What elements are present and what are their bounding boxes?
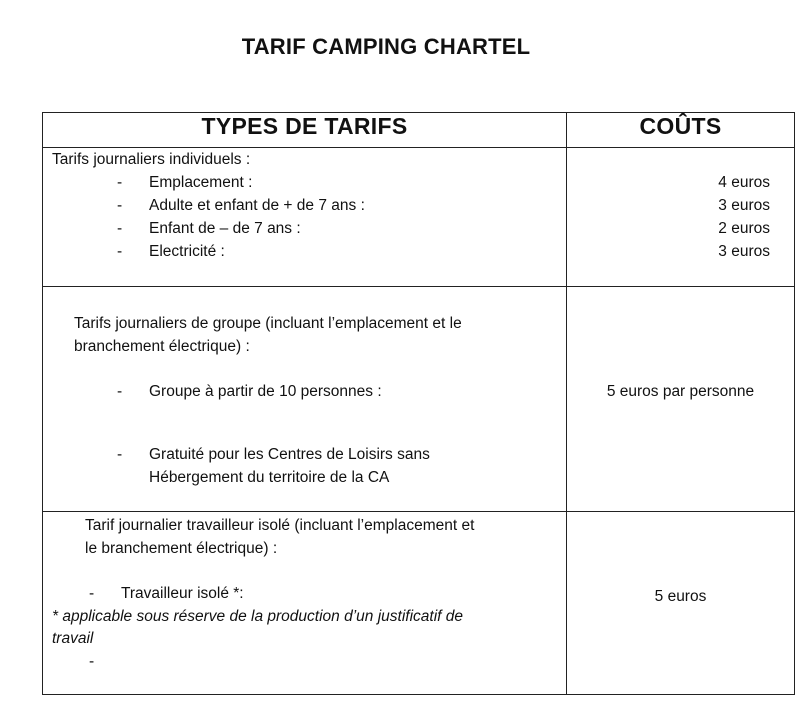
individual-item-label: Adulte et enfant de + de 7 ans : (149, 197, 365, 214)
group-item-label-line2: Hébergement du territoire de la CA (149, 469, 390, 486)
individual-item-label: Electricité : (149, 243, 225, 260)
worker-note-line1: * applicable sous réserve de la production d’un justificatif de (52, 608, 463, 625)
list-bullet: - (117, 174, 123, 191)
group-cost: 5 euros par personne (606, 383, 755, 400)
list-bullet: - (117, 220, 123, 237)
individual-item-cost: 3 euros (718, 197, 770, 214)
individual-item-label: Enfant de – de 7 ans : (149, 220, 301, 237)
worker-item-label: Travailleur isolé *: (121, 585, 244, 602)
individual-heading: Tarifs journaliers individuels : (52, 151, 251, 168)
worker-heading-line1: Tarif journalier travailleur isolé (incluant l’emplacement et (85, 517, 475, 534)
individual-types-cell (43, 148, 567, 287)
page-title: TARIF CAMPING CHARTEL (241, 34, 531, 59)
individual-costs-cell (567, 148, 795, 287)
header-costs: COÛTS (567, 113, 795, 148)
individual-item-label: Emplacement : (149, 174, 253, 191)
table-row-group (43, 287, 795, 512)
list-bullet: - (117, 197, 123, 214)
worker-costs-cell (567, 512, 795, 695)
worker-types-cell (43, 512, 567, 695)
group-heading-line2: branchement électrique) : (74, 338, 250, 355)
individual-item-cost: 2 euros (718, 220, 770, 237)
worker-note-line2: travail (52, 630, 94, 647)
table-row-individual (43, 148, 795, 287)
group-heading-line1: Tarifs journaliers de groupe (incluant l’emplacement et le (74, 315, 462, 332)
worker-heading-line2: le branchement électrique) : (85, 540, 278, 557)
list-bullet: - (89, 585, 95, 602)
group-types-cell (43, 287, 567, 512)
group-item-label-line1: Gratuité pour les Centres de Loisirs sans (149, 446, 430, 463)
table-row-worker (43, 512, 795, 695)
group-item-label: Groupe à partir de 10 personnes : (149, 383, 382, 400)
group-costs-cell (567, 287, 795, 512)
table-header-row (43, 113, 795, 148)
individual-item-cost: 3 euros (718, 243, 770, 260)
list-bullet: - (117, 383, 123, 400)
list-bullet: - (89, 653, 95, 670)
header-types: TYPES DE TARIFS (43, 113, 567, 148)
list-bullet: - (117, 446, 123, 463)
tariff-table (42, 112, 795, 695)
individual-item-cost: 4 euros (718, 174, 770, 191)
worker-cost: 5 euros (654, 588, 707, 605)
list-bullet: - (117, 243, 123, 260)
